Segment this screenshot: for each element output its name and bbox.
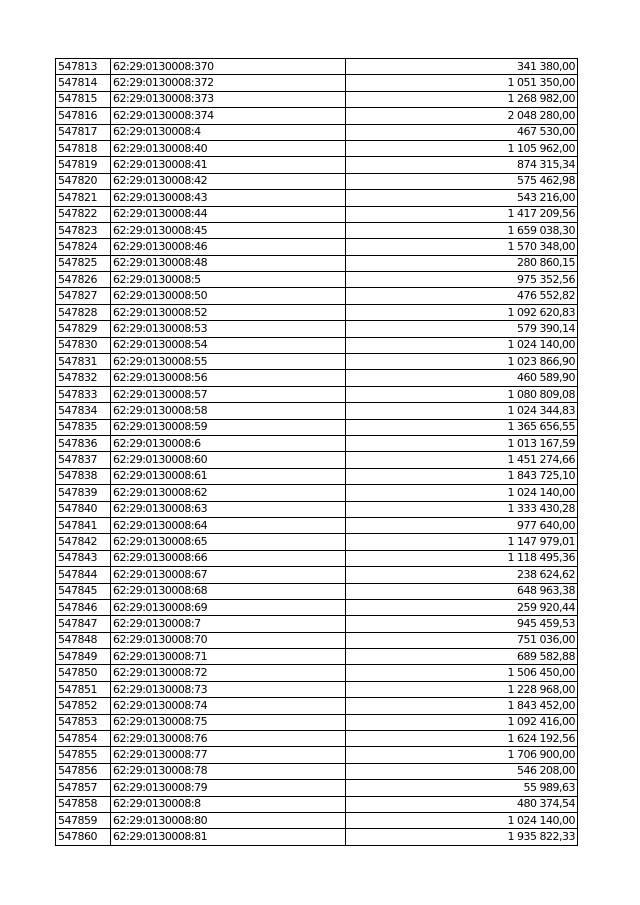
cadastral-number-cell: 62:29:0130008:61 [111,468,346,484]
cadastral-number-cell: 62:29:0130008:63 [111,501,346,517]
cadastral-value-cell: 1 024 140,00 [346,812,578,828]
table-row [56,370,578,386]
table-row [56,550,578,566]
row-id-cell: 547833 [56,386,111,402]
table-row [56,583,578,599]
cadastral-value-cell: 1 092 416,00 [346,714,578,730]
row-id-cell: 547829 [56,321,111,337]
table-row [56,829,578,845]
cadastral-number-cell: 62:29:0130008:43 [111,190,346,206]
row-id-cell: 547859 [56,812,111,828]
cadastral-value-cell: 460 589,90 [346,370,578,386]
table-row [56,747,578,763]
row-id-cell: 547820 [56,173,111,189]
cadastral-number-cell: 62:29:0130008:5 [111,272,346,288]
table-row [56,91,578,107]
table-row [56,812,578,828]
cadastral-number-cell: 62:29:0130008:75 [111,714,346,730]
table-row [56,222,578,238]
cadastral-value-cell: 1 092 620,83 [346,304,578,320]
cadastral-value-cell: 1 118 495,36 [346,550,578,566]
table-row [56,337,578,353]
cadastral-number-cell: 62:29:0130008:70 [111,632,346,648]
table-row [56,272,578,288]
row-id-cell: 547839 [56,485,111,501]
row-id-cell: 547848 [56,632,111,648]
cadastral-number-cell: 62:29:0130008:8 [111,796,346,812]
table-row [56,59,578,75]
cadastral-number-cell: 62:29:0130008:6 [111,435,346,451]
cadastral-number-cell: 62:29:0130008:42 [111,173,346,189]
cadastral-value-cell: 689 582,88 [346,649,578,665]
cadastral-value-cell: 1 268 982,00 [346,91,578,107]
cadastral-value-cell: 1 105 962,00 [346,140,578,156]
cadastral-number-cell: 62:29:0130008:59 [111,419,346,435]
cadastral-number-cell: 62:29:0130008:62 [111,485,346,501]
table-row [56,435,578,451]
row-id-cell: 547855 [56,747,111,763]
cadastral-value-cell: 1 024 140,00 [346,337,578,353]
table-row [56,665,578,681]
row-id-cell: 547860 [56,829,111,845]
table-row [56,321,578,337]
row-id-cell: 547842 [56,534,111,550]
cadastral-value-cell: 874 315,34 [346,157,578,173]
cadastral-value-cell: 546 208,00 [346,763,578,779]
table-row [56,616,578,632]
table-row [56,403,578,419]
cadastral-value-cell: 751 036,00 [346,632,578,648]
cadastral-number-cell: 62:29:0130008:73 [111,681,346,697]
cadastral-number-cell: 62:29:0130008:45 [111,222,346,238]
cadastral-number-cell: 62:29:0130008:80 [111,812,346,828]
cadastral-value-cell: 1 843 452,00 [346,698,578,714]
row-id-cell: 547836 [56,435,111,451]
cadastral-number-cell: 62:29:0130008:74 [111,698,346,714]
cadastral-value-cell: 1 451 274,66 [346,452,578,468]
cadastral-number-cell: 62:29:0130008:56 [111,370,346,386]
table-row [56,386,578,402]
cadastral-number-cell: 62:29:0130008:67 [111,567,346,583]
row-id-cell: 547828 [56,304,111,320]
table-row [56,108,578,124]
table-row [56,354,578,370]
row-id-cell: 547853 [56,714,111,730]
cadastral-value-cell: 1 417 209,56 [346,206,578,222]
cadastral-value-cell: 1 013 167,59 [346,435,578,451]
table-row [56,452,578,468]
row-id-cell: 547831 [56,354,111,370]
row-id-cell: 547816 [56,108,111,124]
cadastral-number-cell: 62:29:0130008:53 [111,321,346,337]
cadastral-number-cell: 62:29:0130008:7 [111,616,346,632]
row-id-cell: 547834 [56,403,111,419]
cadastral-value-table [55,58,578,846]
cadastral-value-cell: 467 530,00 [346,124,578,140]
cadastral-number-cell: 62:29:0130008:50 [111,288,346,304]
table-row [56,780,578,796]
row-id-cell: 547845 [56,583,111,599]
row-id-cell: 547818 [56,140,111,156]
cadastral-value-cell: 1 023 866,90 [346,354,578,370]
cadastral-number-cell: 62:29:0130008:372 [111,75,346,91]
cadastral-number-cell: 62:29:0130008:81 [111,829,346,845]
cadastral-value-cell: 1 024 344,83 [346,403,578,419]
cadastral-value-cell: 1 935 822,33 [346,829,578,845]
row-id-cell: 547830 [56,337,111,353]
table-row [56,140,578,156]
table-row [56,534,578,550]
cadastral-value-cell: 575 462,98 [346,173,578,189]
table-body [56,59,578,846]
cadastral-number-cell: 62:29:0130008:60 [111,452,346,468]
cadastral-value-cell: 259 920,44 [346,599,578,615]
cadastral-number-cell: 62:29:0130008:54 [111,337,346,353]
cadastral-value-cell: 280 860,15 [346,255,578,271]
cadastral-value-cell: 648 963,38 [346,583,578,599]
cadastral-value-cell: 2 048 280,00 [346,108,578,124]
cadastral-value-cell: 238 624,62 [346,567,578,583]
row-id-cell: 547858 [56,796,111,812]
table-row [56,173,578,189]
cadastral-value-cell: 1 659 038,30 [346,222,578,238]
row-id-cell: 547847 [56,616,111,632]
cadastral-value-cell: 579 390,14 [346,321,578,337]
table-row [56,206,578,222]
cadastral-value-cell: 1 024 140,00 [346,485,578,501]
row-id-cell: 547851 [56,681,111,697]
row-id-cell: 547825 [56,255,111,271]
row-id-cell: 547827 [56,288,111,304]
table-row [56,567,578,583]
cadastral-number-cell: 62:29:0130008:374 [111,108,346,124]
table-row [56,517,578,533]
row-id-cell: 547843 [56,550,111,566]
table-row [56,304,578,320]
cadastral-number-cell: 62:29:0130008:44 [111,206,346,222]
row-id-cell: 547857 [56,780,111,796]
row-id-cell: 547846 [56,599,111,615]
cadastral-value-cell: 1 333 430,28 [346,501,578,517]
table-row [56,468,578,484]
row-id-cell: 547824 [56,239,111,255]
cadastral-number-cell: 62:29:0130008:66 [111,550,346,566]
cadastral-value-cell: 1 365 656,55 [346,419,578,435]
cadastral-number-cell: 62:29:0130008:64 [111,517,346,533]
row-id-cell: 547854 [56,731,111,747]
cadastral-number-cell: 62:29:0130008:69 [111,599,346,615]
table-row [56,255,578,271]
row-id-cell: 547821 [56,190,111,206]
cadastral-number-cell: 62:29:0130008:373 [111,91,346,107]
row-id-cell: 547819 [56,157,111,173]
row-id-cell: 547823 [56,222,111,238]
table-row [56,157,578,173]
table-row [56,124,578,140]
cadastral-value-cell: 977 640,00 [346,517,578,533]
cadastral-value-cell: 1 506 450,00 [346,665,578,681]
cadastral-number-cell: 62:29:0130008:55 [111,354,346,370]
cadastral-value-cell: 1 147 979,01 [346,534,578,550]
row-id-cell: 547849 [56,649,111,665]
cadastral-number-cell: 62:29:0130008:52 [111,304,346,320]
cadastral-number-cell: 62:29:0130008:77 [111,747,346,763]
cadastral-value-cell: 1 624 192,56 [346,731,578,747]
row-id-cell: 547838 [56,468,111,484]
table-row [56,485,578,501]
cadastral-number-cell: 62:29:0130008:65 [111,534,346,550]
cadastral-number-cell: 62:29:0130008:48 [111,255,346,271]
table-row [56,419,578,435]
row-id-cell: 547850 [56,665,111,681]
cadastral-number-cell: 62:29:0130008:78 [111,763,346,779]
cadastral-value-cell: 476 552,82 [346,288,578,304]
cadastral-number-cell: 62:29:0130008:40 [111,140,346,156]
cadastral-value-cell: 1 843 725,10 [346,468,578,484]
table-row [56,190,578,206]
table-row [56,632,578,648]
row-id-cell: 547815 [56,91,111,107]
cadastral-value-cell: 1 080 809,08 [346,386,578,402]
cadastral-number-cell: 62:29:0130008:4 [111,124,346,140]
cadastral-value-cell: 1 706 900,00 [346,747,578,763]
row-id-cell: 547817 [56,124,111,140]
table-row [56,731,578,747]
cadastral-value-cell: 543 216,00 [346,190,578,206]
cadastral-number-cell: 62:29:0130008:46 [111,239,346,255]
cadastral-value-cell: 1 051 350,00 [346,75,578,91]
cadastral-number-cell: 62:29:0130008:41 [111,157,346,173]
table-row [56,763,578,779]
table-row [56,681,578,697]
row-id-cell: 547835 [56,419,111,435]
row-id-cell: 547852 [56,698,111,714]
table-row [56,714,578,730]
table-row [56,649,578,665]
cadastral-value-cell: 341 380,00 [346,59,578,75]
cadastral-value-cell: 975 352,56 [346,272,578,288]
cadastral-value-cell: 1 228 968,00 [346,681,578,697]
row-id-cell: 547837 [56,452,111,468]
row-id-cell: 547822 [56,206,111,222]
row-id-cell: 547832 [56,370,111,386]
row-id-cell: 547826 [56,272,111,288]
cadastral-number-cell: 62:29:0130008:57 [111,386,346,402]
cadastral-number-cell: 62:29:0130008:58 [111,403,346,419]
cadastral-value-cell: 1 570 348,00 [346,239,578,255]
row-id-cell: 547844 [56,567,111,583]
cadastral-number-cell: 62:29:0130008:72 [111,665,346,681]
table-row [56,239,578,255]
table-row [56,288,578,304]
cadastral-value-cell: 480 374,54 [346,796,578,812]
cadastral-value-cell: 55 989,63 [346,780,578,796]
table-row [56,501,578,517]
table-row [56,698,578,714]
cadastral-number-cell: 62:29:0130008:68 [111,583,346,599]
row-id-cell: 547840 [56,501,111,517]
table-row [56,75,578,91]
table-row [56,599,578,615]
table-row [56,796,578,812]
cadastral-value-cell: 945 459,53 [346,616,578,632]
row-id-cell: 547841 [56,517,111,533]
row-id-cell: 547856 [56,763,111,779]
cadastral-number-cell: 62:29:0130008:71 [111,649,346,665]
cadastral-number-cell: 62:29:0130008:76 [111,731,346,747]
row-id-cell: 547814 [56,75,111,91]
cadastral-number-cell: 62:29:0130008:79 [111,780,346,796]
cadastral-number-cell: 62:29:0130008:370 [111,59,346,75]
row-id-cell: 547813 [56,59,111,75]
